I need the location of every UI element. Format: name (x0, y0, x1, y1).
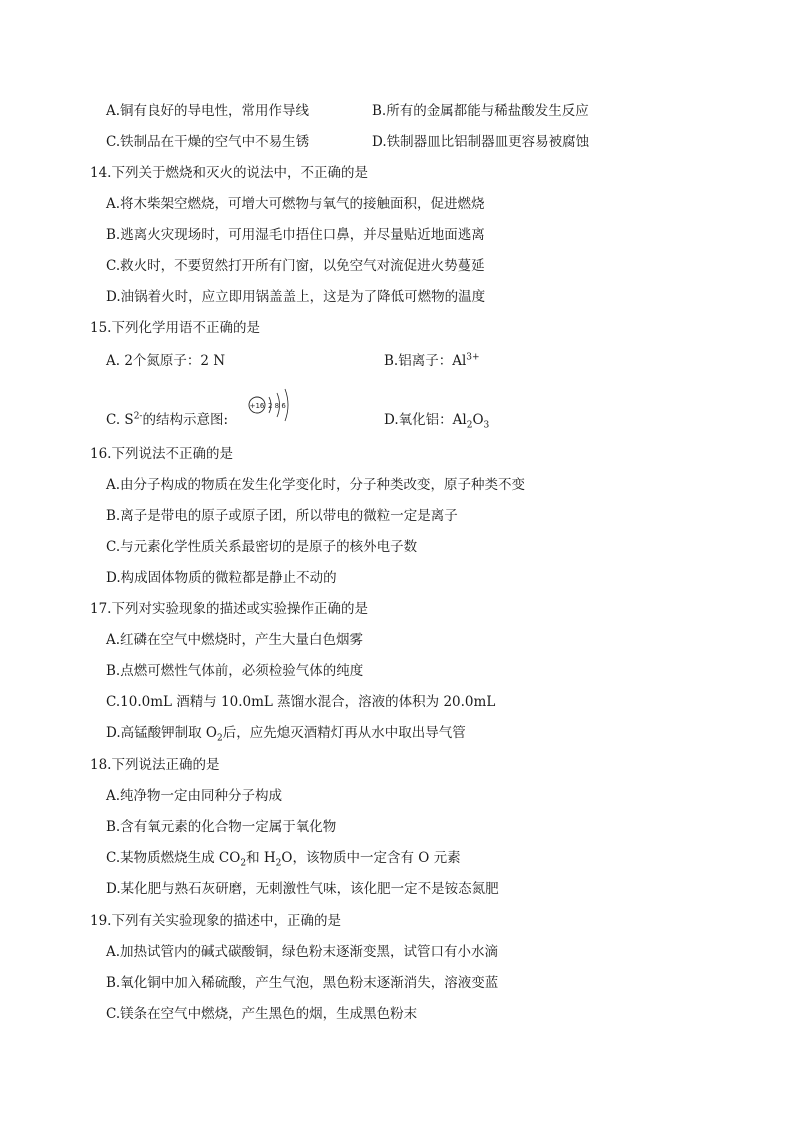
q18-option-c-sub2: 2 (275, 858, 282, 869)
q18-option-c-mid: 和 H (246, 850, 276, 866)
q16-stem: 16.下列说法不正确的是 (90, 446, 233, 462)
q15-option-c-charge: 2- (133, 411, 143, 422)
q14-option-d: D.油锅着火时，应立即用锅盖盖上，这是为了降低可燃物的温度 (106, 289, 486, 305)
q16-option-d: D.构成固体物质的微粒都是静止不动的 (106, 570, 337, 586)
q15-option-c-text: C. S (106, 412, 134, 428)
q13-option-d: D.铁制器皿比铝制器皿更容易被腐蚀 (372, 134, 590, 150)
q15-option-b-charge: 3+ (466, 352, 480, 363)
q15-option-d-sub1: 2 (466, 420, 473, 431)
q16-option-a: A.由分子构成的物质在发生化学变化时，分子种类改变，原子种类不变 (106, 477, 526, 493)
q17-option-d-text: D.高锰酸钾制取 O (106, 725, 217, 741)
q17-option-d-sub: 2 (217, 733, 223, 744)
q17-option-d-suffix: 后，应先熄灭酒精灯再从水中取出导气管 (222, 725, 466, 741)
q19-stem: 19.下列有关实验现象的描述中，正确的是 (90, 913, 341, 929)
q15-option-d-sub2: 3 (483, 420, 490, 431)
q18-option-c-sub1: 2 (240, 858, 247, 869)
q17-option-a: A.红磷在空气中燃烧时，产生大量白色烟雾 (106, 632, 364, 648)
q18-option-c-text: C.某物质燃烧生成 CO (106, 850, 241, 866)
q19-option-c: C.镁条在空气中燃烧，产生黑色的烟，生成黑色粉末 (106, 1006, 418, 1022)
q18-stem: 18.下列说法正确的是 (90, 757, 220, 773)
q15-option-b (384, 351, 480, 371)
q19-option-b: B.氧化铜中加入稀硫酸，产生气泡，黑色粉末逐渐消失，溶液变蓝 (106, 975, 499, 991)
q18-option-c-suffix: O，该物质中一定含有 O 元素 (281, 850, 461, 866)
q14-option-c: C.救火时，不要贸然打开所有门窗，以免空气对流促进火势蔓延 (106, 258, 485, 274)
q17-option-d (106, 723, 466, 743)
q13-option-a: A.铜有良好的导电性，常用作导线 (106, 103, 310, 119)
q16-option-c: C.与元素化学性质关系最密切的是原子的核外电子数 (106, 539, 418, 555)
q15-option-d-oxygen: O (472, 412, 484, 428)
nucleus-charge: +16 (249, 402, 265, 410)
electron-counts: 2 8 6 (268, 402, 286, 410)
q14-option-b: B.逃离火灾现场时，可用湿毛巾捂住口鼻，并尽量贴近地面逃离 (106, 227, 485, 243)
q15-option-a: A. 2个氮原子：2 N (106, 353, 226, 369)
q13-option-c: C.铁制品在干燥的空气中不易生锈 (106, 134, 310, 150)
q18-option-a: A.纯净物一定由同种分子构成 (106, 788, 283, 804)
q15-stem: 15.下列化学用语不正确的是 (90, 320, 260, 336)
q18-option-b: B.含有氧元素的化合物一定属于氧化物 (106, 819, 337, 835)
sulfur-ion-structure-diagram (244, 385, 304, 429)
q15-option-c-suffix: 的结构示意图: (142, 412, 229, 428)
q15-option-c (106, 410, 228, 430)
q18-option-d: D.某化肥与熟石灰研磨，无刺激性气味，该化肥一定不是铵态氮肥 (106, 881, 499, 897)
q14-stem: 14.下列关于燃烧和灭火的说法中，不正确的是 (90, 165, 368, 181)
q16-option-b: B.离子是带电的原子或原子团，所以带电的微粒一定是离子 (106, 508, 458, 524)
q17-option-c: C.10.0mL 酒精与 10.0mL 蒸馏水混合，溶液的体积为 20.0mL (106, 694, 496, 710)
q13-option-b: B.所有的金属都能与稀盐酸发生反应 (372, 103, 589, 119)
q17-option-b: B.点燃可燃性气体前，必须检验气体的纯度 (106, 663, 364, 679)
q19-option-a: A.加热试管内的碱式碳酸铜，绿色粉末逐渐变黑，试管口有小水滴 (106, 944, 499, 960)
q15-option-d (384, 410, 489, 430)
q15-option-d-text: D.氧化铝：Al (384, 412, 467, 428)
q17-stem: 17.下列对实验现象的描述或实验操作正确的是 (90, 601, 368, 617)
q14-option-a: A.将木柴架空燃烧，可增大可燃物与氧气的接触面积，促进燃烧 (106, 196, 485, 212)
q15-option-b-text: B.铝离子：Al (384, 353, 467, 369)
q18-option-c (106, 848, 461, 868)
